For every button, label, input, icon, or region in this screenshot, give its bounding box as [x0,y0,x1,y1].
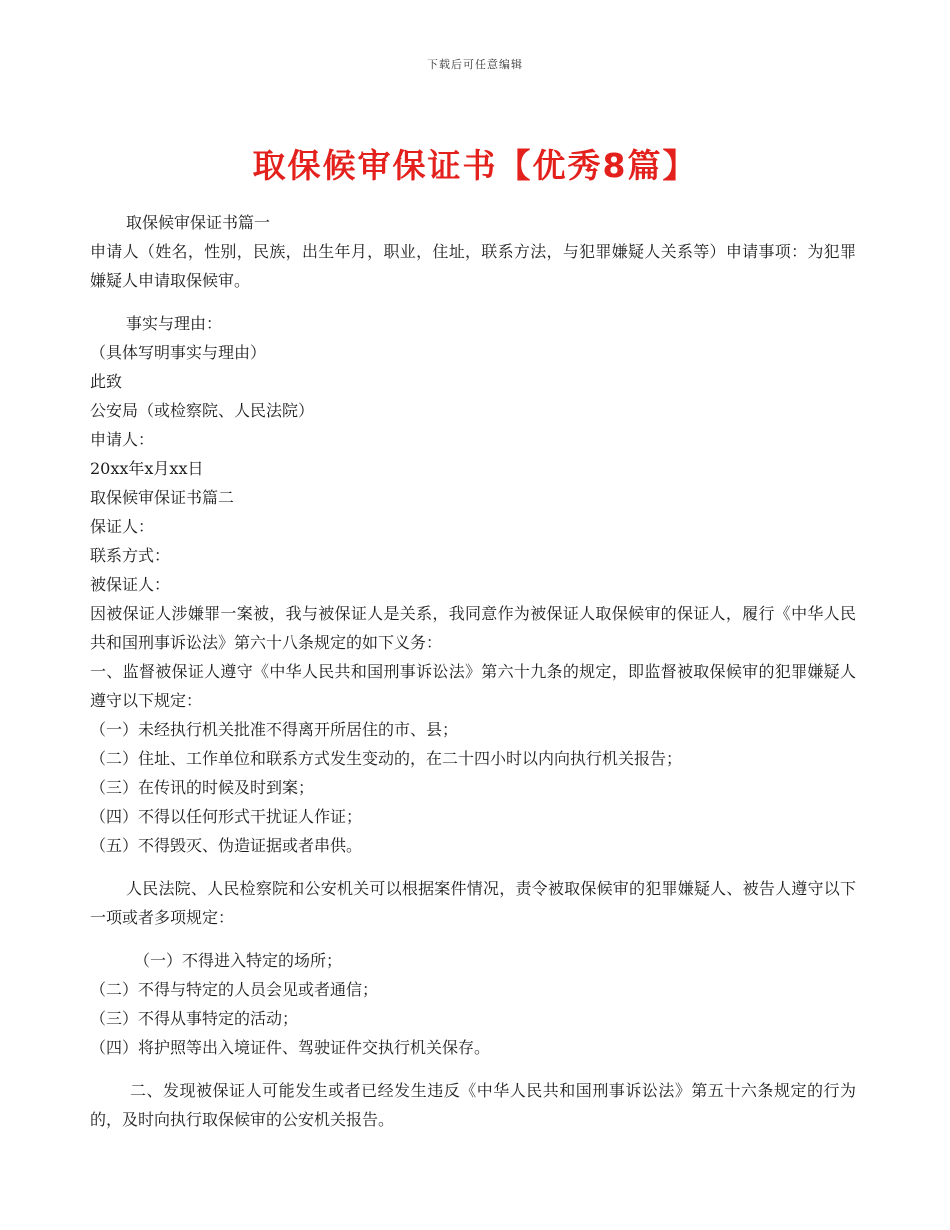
document-body [90,208,856,1134]
guarantee-paragraph: 因被保证人涉嫌罪一案被，我与被保证人是关系，我同意作为被保证人取保候审的保证人，履行《中华人民共和国刑事诉讼法》第六十八条规定的如下义务： [90,604,856,652]
court-paragraph: 人民法院、人民检察院和公安机关可以根据案件情况，责令被取保候审的犯罪嫌疑人、被告人遵守以下一项或者多项规定： [90,879,856,927]
date-line: 20xx年x月xx日 [90,459,204,478]
rule-item-1: （一）未经执行机关批准不得离开所居住的市、县； [90,720,459,739]
extra-rule-item-2: （二）不得与特定的人员会见或者通信； [90,980,379,999]
section-heading-1: 取保候审保证书篇一 [126,213,271,232]
applicant-signature: 申请人： [90,430,155,449]
rule-item-5: （五）不得毁灭、伪造证据或者串供。 [90,836,363,855]
contact-field: 联系方式： [90,546,171,565]
guarantor-field: 保证人： [90,517,155,536]
recipient: 公安局（或检察院、人民法院） [90,401,315,420]
salutation: 此致 [90,372,123,391]
rule-item-2: （二）住址、工作单位和联系方式发生变动的，在二十四小时以内向执行机关报告； [90,749,683,768]
extra-rule-item-1: （一）不得进入特定的场所； [134,951,343,970]
extra-rule-item-3: （三）不得从事特定的活动； [90,1009,299,1028]
facts-placeholder: （具体写明事实与理由） [90,343,267,362]
extra-rule-item-4: （四）将护照等出入境证件、驾驶证件交执行机关保存。 [90,1038,491,1057]
duty-1-paragraph: 一、监督被保证人遵守《中华人民共和国刑事诉讼法》第六十九条的规定，即监督被取保候审的犯罪嫌疑人遵守以下规定： [90,662,856,710]
page-header-note: 下载后可任意编辑 [427,58,523,71]
rule-item-3: （三）在传讯的时候及时到案； [90,778,315,797]
section-heading-2: 取保候审保证书篇二 [90,488,235,507]
applicant-paragraph: 申请人（姓名，性别，民族，出生年月，职业，住址，联系方法，与犯罪嫌疑人关系等）申请事项：为犯罪嫌疑人申请取保候审。 [90,242,856,290]
rule-item-4: （四）不得以任何形式干扰证人作证； [90,807,363,826]
duty-2-paragraph: 二、发现被保证人可能发生或者已经发生违反《中华人民共和国刑事诉讼法》第五十六条规定的行为的，及时向执行取保候审的公安机关报告。 [90,1081,856,1129]
document-title: 取保候审保证书【优秀8篇】 [252,146,698,185]
facts-heading: 事实与理由： [126,314,223,333]
guaranteed-person-field: 被保证人： [90,575,171,594]
